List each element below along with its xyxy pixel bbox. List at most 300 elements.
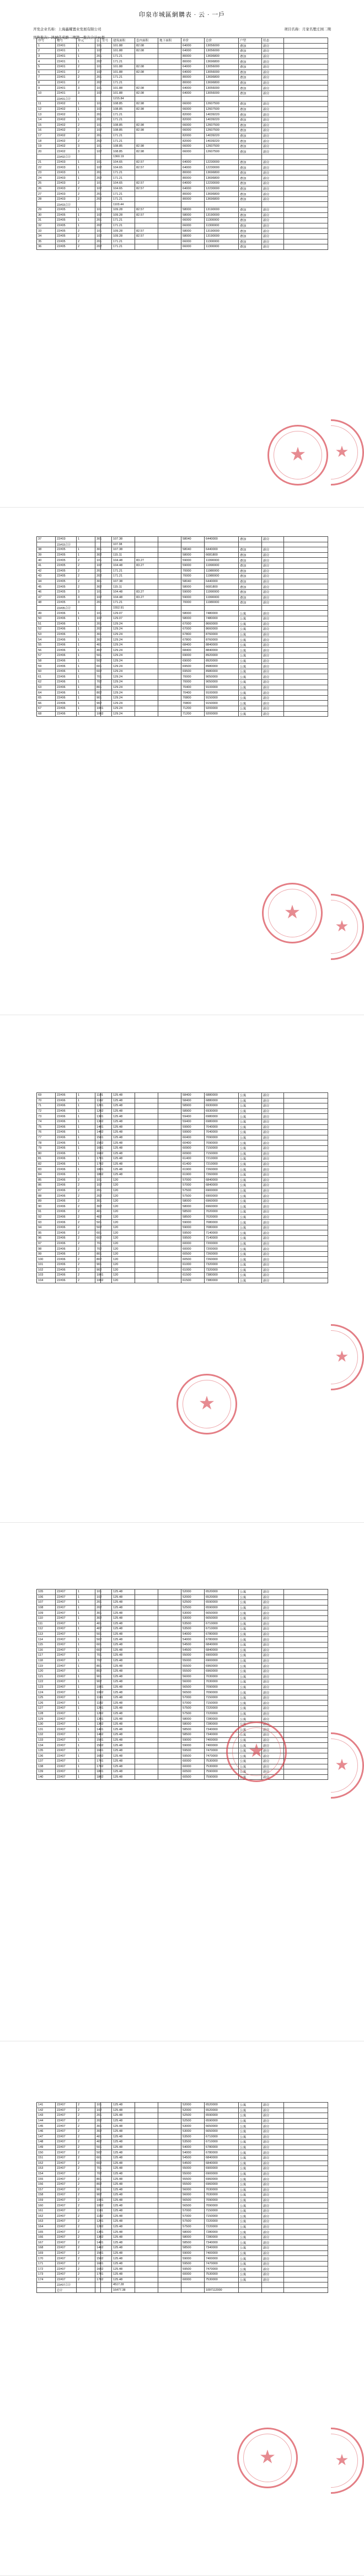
table-cell (135, 547, 158, 553)
table-cell (135, 2108, 158, 2113)
table-cell: 新房 (262, 102, 284, 107)
table-cell (284, 1605, 328, 1610)
table-cell: 125.48 (112, 2140, 135, 2145)
table-cell: 125.48 (112, 2272, 135, 2278)
table-cell: 58 (37, 658, 56, 664)
table-cell: 7280000 (205, 2234, 239, 2240)
table-cell (37, 605, 56, 611)
table-cell: 129.24 (112, 653, 135, 659)
table-cell: 120 (112, 1236, 135, 1241)
table-cell: 22#07 (56, 2103, 77, 2108)
table-cell: 12607500 (205, 149, 239, 154)
table-cell: 新房 (262, 2256, 284, 2262)
table-cell: 22#06 (56, 1093, 77, 1098)
table-row (37, 1621, 328, 1626)
table-cell: 22#07 (56, 1684, 77, 1690)
table-cell: 新房 (262, 80, 284, 86)
table-cell: 136 (37, 1753, 56, 1759)
table-cell: 12230000 (205, 159, 239, 165)
table-cell: 41 (37, 563, 56, 568)
table-cell (158, 2214, 181, 2219)
table-cell (284, 143, 328, 149)
table-cell: 1501 (95, 2250, 101, 2256)
table-cell: 129.24 (112, 695, 135, 701)
roster-table (36, 536, 328, 717)
table-cell: 1 (77, 1594, 95, 1600)
table-cell: 1501 (95, 1135, 101, 1140)
table-row (37, 2246, 328, 2251)
table-cell: 1 (77, 1732, 95, 1738)
table-cell: 7020000 (205, 1209, 239, 1215)
table-cell: 60500 (181, 1769, 205, 1775)
table-cell: 8920000 (205, 658, 239, 664)
table-cell (284, 1156, 328, 1162)
table-cell (284, 202, 328, 207)
table-cell: 101 (95, 1177, 101, 1183)
table-cell: 1002 (95, 2203, 101, 2209)
table-cell: 2 (77, 233, 95, 239)
table-cell: 新房 (262, 1690, 284, 1695)
table-cell (284, 605, 328, 611)
table-cell (135, 1177, 158, 1183)
table-cell: 7340000 (205, 2246, 239, 2251)
table-cell: 70000 (181, 674, 205, 680)
table-cell: 202 (95, 196, 101, 202)
table-row (37, 212, 328, 218)
table-row (37, 2140, 328, 2145)
table-cell: 64000 (181, 186, 205, 191)
table-cell (284, 1743, 328, 1748)
table-cell: 2 (77, 2208, 95, 2214)
table-cell: 52500 (181, 1600, 205, 1606)
table-cell: 82.08 (135, 64, 158, 70)
table-cell (101, 1600, 112, 1606)
table-cell: 新房 (262, 1753, 284, 1759)
table-cell (95, 154, 101, 160)
table-cell: 新房 (262, 1769, 284, 1775)
table-cell: 82000 (181, 117, 205, 122)
table-cell: 82.98 (135, 128, 158, 134)
table-cell: 102 (95, 165, 101, 170)
table-cell: 6880000 (205, 1093, 239, 1098)
roster-table (36, 38, 328, 250)
table-cell: 公寓 (239, 1151, 262, 1156)
table-cell: 公寓 (239, 2129, 262, 2134)
table-cell: 58000 (181, 2234, 205, 2240)
table-row (37, 80, 328, 86)
table-cell: 60400 (181, 1140, 205, 1146)
table-cell (284, 1161, 328, 1167)
table-cell: 公寓 (239, 1737, 262, 1743)
table-cell (135, 2282, 158, 2288)
table-cell: 1601 (95, 1748, 101, 1753)
table-cell: 129.24 (112, 658, 135, 664)
table-cell (284, 1241, 328, 1246)
table-cell: 127 (37, 1706, 56, 1711)
table-row (37, 75, 328, 81)
table-cell: 公寓 (239, 1225, 262, 1230)
table-cell: 1 (77, 1727, 95, 1732)
table-row (37, 1209, 328, 1215)
table-cell: 1 (77, 685, 95, 690)
table-cell: 72 (37, 1108, 56, 1114)
table-cell (101, 1631, 112, 1637)
table-cell: 2 (77, 1230, 95, 1236)
table-cell: 80000 (181, 175, 205, 181)
table-cell: 7140000 (205, 1230, 239, 1236)
table-cell: 125.48 (112, 1706, 135, 1711)
table-cell (158, 568, 181, 574)
table-row (37, 1098, 328, 1103)
table-cell (158, 2272, 181, 2278)
table-cell: 56500 (181, 1690, 205, 1695)
table-cell: 公寓 (239, 1230, 262, 1236)
table-cell: 新房 (262, 579, 284, 584)
table-cell: 1 (77, 669, 95, 674)
table-cell: 22#03 (56, 537, 77, 542)
table-cell: 55500 (181, 1668, 205, 1674)
table-cell: 新房 (262, 1590, 284, 1595)
table-cell: 57000 (181, 1695, 205, 1700)
table-cell: 125.48 (112, 1753, 135, 1759)
table-row (37, 547, 328, 553)
table-cell: 173 (37, 2272, 56, 2278)
table-cell: 叠加 (239, 218, 262, 223)
table-cell: 新房 (262, 106, 284, 112)
table-cell: 7320000 (205, 1262, 239, 1268)
table-cell: 55000 (181, 2166, 205, 2172)
table-cell: 1601 (95, 2261, 101, 2266)
table-cell (158, 1674, 181, 1679)
table-cell: 122 (37, 1679, 56, 1685)
table-cell: 2 (77, 2250, 95, 2256)
table-row (37, 1594, 328, 1600)
table-cell: 70400 (181, 690, 205, 696)
table-cell: 2 (77, 2118, 95, 2124)
table-cell: 59000 (181, 2250, 205, 2256)
table-cell: 公寓 (239, 1236, 262, 1241)
table-cell: 59000 (181, 589, 205, 595)
table-cell: 22#06 (56, 1114, 77, 1119)
table-cell: 60400 (181, 1135, 205, 1140)
table-row (37, 616, 328, 621)
table-cell: 125.48 (112, 1135, 135, 1140)
table-cell: 1 (77, 1098, 95, 1103)
table-cell (158, 2155, 181, 2161)
table-cell: 120 (112, 1198, 135, 1204)
table-cell: 109.28 (112, 228, 135, 234)
table-cell (135, 621, 158, 627)
table-cell: 22#06 (56, 1209, 77, 1215)
table-cell: 101.88 (112, 86, 135, 91)
table-cell: 1 (77, 212, 95, 218)
table-cell: 1502 (95, 1743, 101, 1748)
table-cell: 11300000 (205, 223, 239, 228)
table-cell: 新房 (262, 1774, 284, 1780)
table-cell (262, 96, 284, 102)
table-cell: 6 (37, 70, 56, 75)
table-cell: 22#07 (56, 2208, 77, 2214)
table-cell (158, 1241, 181, 1246)
table-cell: 48 (37, 600, 56, 606)
table-cell: 146 (37, 2129, 56, 2134)
table-cell (135, 2150, 158, 2156)
table-cell: 7210000 (205, 1156, 239, 1162)
table-cell (284, 102, 328, 107)
table-cell: 新房 (262, 2203, 284, 2209)
table-cell: 79 (37, 1145, 56, 1151)
table-row (37, 186, 328, 191)
table-cell (101, 2134, 112, 2140)
table-cell: 1 (77, 1130, 95, 1135)
table-cell: 59 (37, 664, 56, 669)
table-cell (135, 1241, 158, 1246)
table-header-row (37, 38, 328, 44)
table-cell: 54000 (181, 1637, 205, 1642)
table-cell: 新房 (262, 2129, 284, 2134)
table-cell: 11990000 (205, 589, 239, 595)
table-cell (95, 96, 101, 102)
table-cell: 22#07 (56, 2134, 77, 2140)
table-cell: 66000 (181, 239, 205, 244)
table-cell (101, 43, 112, 49)
table-cell: 公寓 (239, 2193, 262, 2198)
table-cell: 164 (37, 2224, 56, 2230)
table-cell (284, 49, 328, 54)
table-cell: 新房 (262, 600, 284, 606)
table-cell (181, 2282, 205, 2288)
table-cell: 52000 (181, 1590, 205, 1595)
table-cell: 54 (37, 637, 56, 643)
table-row (37, 1230, 328, 1236)
table-cell (101, 637, 112, 643)
table-cell: 58040 (181, 537, 205, 542)
table-cell (135, 1209, 158, 1215)
table-cell: 58500 (181, 1209, 205, 1215)
table-cell: 22#05 (56, 552, 77, 558)
table-cell: 2 (77, 2240, 95, 2246)
table-cell (101, 674, 112, 680)
table-cell: 54000 (181, 2145, 205, 2150)
table-cell: 2 (77, 80, 95, 86)
table-cell: 1302 (95, 2234, 101, 2240)
table-cell: 22#07 (56, 1700, 77, 1706)
table-cell (158, 1594, 181, 1600)
table-cell (158, 1642, 181, 1647)
table-cell: 新房 (262, 2250, 284, 2256)
table-cell: 109.28 (112, 212, 135, 218)
table-cell: 公寓 (239, 1220, 262, 1225)
table-cell: 14039220 (205, 133, 239, 138)
table-cell (135, 1716, 158, 1722)
table-row (37, 2166, 328, 2172)
table-cell: 171.21 (112, 223, 135, 228)
table-cell: 101 (95, 1590, 101, 1595)
table-cell (135, 1183, 158, 1188)
table-cell: 131 (37, 1727, 56, 1732)
table-cell: 129.24 (112, 648, 135, 653)
table-row (37, 2113, 328, 2119)
table-cell: 2 (77, 1204, 95, 1209)
table-row (37, 1161, 328, 1167)
table-cell (284, 207, 328, 213)
table-cell: 1097112000 (205, 2287, 239, 2293)
table-cell: 125.48 (112, 1743, 135, 1748)
table-cell: 新房 (262, 2230, 284, 2235)
table-cell: 702 (95, 1658, 101, 1663)
table-cell: 2 (77, 1267, 95, 1273)
table-cell (101, 1241, 112, 1246)
table-cell (284, 680, 328, 685)
table-cell (101, 223, 112, 228)
table-cell (101, 574, 112, 579)
table-cell: 129.24 (112, 706, 135, 712)
table-cell (284, 1753, 328, 1759)
table-cell (95, 202, 101, 207)
table-cell (101, 1225, 112, 1230)
table-cell (135, 637, 158, 643)
table-cell: 125.48 (112, 1695, 135, 1700)
table-row (37, 2250, 328, 2256)
table-cell: 公寓 (239, 1621, 262, 1626)
table-cell: 82000 (181, 112, 205, 118)
table-cell: 22#06 (56, 1108, 77, 1114)
table-cell: 叠加 (239, 90, 262, 96)
table-cell (135, 2198, 158, 2203)
table-cell: 201 (95, 621, 101, 627)
table-cell (284, 117, 328, 122)
table-cell (239, 154, 262, 160)
table-cell: 新房 (262, 568, 284, 574)
table-cell (284, 1647, 328, 1653)
table-cell: 22#03 (56, 196, 77, 202)
table-cell: 公寓 (239, 1695, 262, 1700)
table-cell: 56500 (181, 2198, 205, 2203)
table-cell: 叠加 (239, 186, 262, 191)
table-cell: 新房 (262, 574, 284, 579)
table-cell (135, 2230, 158, 2235)
table-cell: 叠加 (239, 149, 262, 154)
table-cell: 67000 (181, 621, 205, 627)
table-cell: 702 (95, 680, 101, 685)
table-cell: 152 (37, 2161, 56, 2166)
seal-star-icon: ★ (335, 917, 349, 936)
table-cell: 22#06 (56, 1251, 77, 1257)
table-cell (135, 2134, 158, 2140)
table-cell (135, 202, 158, 207)
table-cell: 82.57 (135, 233, 158, 239)
table-cell (284, 128, 328, 134)
subtotal-row (37, 2287, 328, 2293)
table-cell: 2 (77, 2230, 95, 2235)
table-cell: 120 (112, 1257, 135, 1262)
table-cell: 802 (95, 1257, 101, 1262)
table-cell: 公寓 (239, 674, 262, 680)
table-cell (101, 547, 112, 553)
table-cell (135, 1631, 158, 1637)
table-cell: 22#06 (56, 1103, 77, 1109)
table-cell: 13190000 (205, 233, 239, 239)
table-cell: 113 (37, 1631, 56, 1637)
table-cell (101, 70, 112, 75)
table-cell: 902 (95, 1679, 101, 1685)
table-cell: 22#06 (56, 1124, 77, 1130)
table-cell (101, 2193, 112, 2198)
table-cell: 86 (37, 1183, 56, 1188)
table-cell: 6960000 (205, 2182, 239, 2187)
table-cell: 叠加 (239, 112, 262, 118)
table-cell: 102 (95, 49, 101, 54)
table-cell (101, 1246, 112, 1252)
table-cell: 301 (95, 632, 101, 637)
table-cell: 69500 (181, 664, 205, 669)
table-cell (284, 218, 328, 223)
table-cell (158, 680, 181, 685)
table-cell: 公寓 (239, 648, 262, 653)
table-cell: 7280000 (205, 2230, 239, 2235)
table-cell: 125.48 (112, 1114, 135, 1119)
table-cell: 123 (37, 1684, 56, 1690)
table-cell: 公寓 (239, 2203, 262, 2209)
table-cell: 新房 (262, 632, 284, 637)
table-cell: 18 (37, 138, 56, 144)
table-cell: 公寓 (239, 2161, 262, 2166)
table-cell: 公寓 (239, 1700, 262, 1706)
roster-table (36, 1092, 328, 1283)
table-cell: 公寓 (239, 1114, 262, 1119)
table-cell: 新房 (262, 1246, 284, 1252)
table-cell: 57000 (181, 2208, 205, 2214)
table-cell: 新房 (262, 685, 284, 690)
table-cell (158, 2177, 181, 2182)
table-row (37, 2198, 328, 2203)
table-cell (284, 1204, 328, 1209)
table-row (37, 563, 328, 568)
table-cell: 22#02 (56, 122, 77, 128)
table-cell: 新房 (262, 228, 284, 234)
table-cell: 公寓 (239, 637, 262, 643)
table-cell: 1 (77, 1769, 95, 1775)
table-cell: 6780000 (205, 2145, 239, 2150)
table-cell: 301 (95, 1610, 101, 1616)
table-cell: 64000 (181, 86, 205, 91)
table-cell: 80000 (181, 191, 205, 197)
table-row (37, 2187, 328, 2193)
table-cell: 120 (112, 1246, 135, 1252)
table-cell: 叠加 (239, 600, 262, 606)
table-row (37, 1637, 328, 1642)
table-row (37, 1774, 328, 1780)
table-cell: 55500 (181, 2177, 205, 2182)
table-cell: 61500 (181, 1278, 205, 1283)
table-cell: 叠加 (239, 537, 262, 542)
table-cell: 96 (37, 1236, 56, 1241)
table-cell (135, 579, 158, 584)
table-row (37, 196, 328, 202)
table-row (37, 2203, 328, 2209)
table-cell (37, 202, 56, 207)
table-cell: 57500 (181, 2219, 205, 2225)
table-cell (205, 154, 239, 160)
table-cell (101, 207, 112, 213)
table-cell (181, 202, 205, 207)
table-cell: 叠加 (239, 584, 262, 590)
table-cell: 22#07 (56, 2145, 77, 2150)
table-cell (158, 1653, 181, 1658)
table-cell: 新房 (262, 117, 284, 122)
table-row (37, 2177, 328, 2182)
table-cell: 7280000 (205, 1716, 239, 1722)
